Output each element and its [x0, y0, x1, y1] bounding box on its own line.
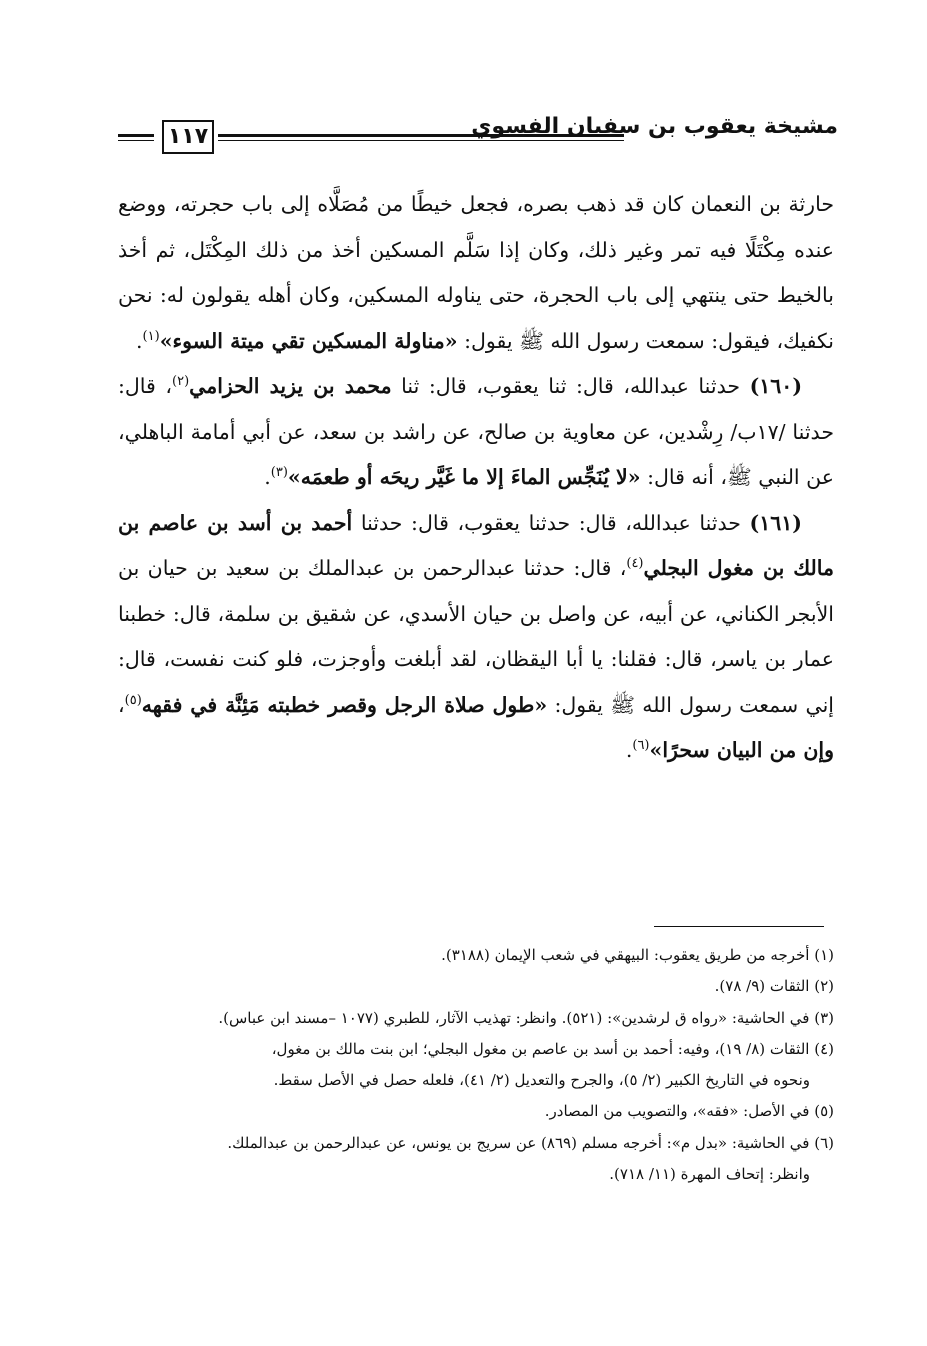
- paragraph-text: حارثة بن النعمان كان قد ذهب بصره، فجعل خيطًا من مُصَلَّاه إلى باب حجرته، ووضع عنده مِكْتَلًا فيه تمر وغير ذلك، وكان إذا سَلَّم المسكين أخذ من ذلك المِكْتَل، ثم أخذ بالخيط حتى ينتهي إلى باب الحجرة، حتى يناوله المسكين، وكان أهله يقولون له: نحن نكفيك، فيقول: سمعت رسول الله ﷺ يقول:: [118, 192, 834, 353]
- hadith-161: [118, 501, 834, 774]
- hadith-quote: «مناولة المسكين تقي ميتة السوء»: [159, 328, 458, 353]
- main-text: [118, 182, 834, 774]
- hadith-quote: «طول صلاة الرجل وقصر خطبته مَئِنَّة في فقهه: [141, 692, 548, 717]
- punctuation: ،: [118, 692, 125, 717]
- book-title: مشيخة يعقوب بن سفيان الفسوي: [471, 114, 838, 139]
- narrator-name: محمد بن يزيد الحزامي: [189, 374, 392, 398]
- punctuation: .: [136, 328, 143, 353]
- footnote-ref: (١): [142, 328, 160, 344]
- header-rule-left: [118, 134, 154, 137]
- isnad-text: ، قال: حدثنا عبدالرحمن بن عبدالملك بن سعيد بن حيان بن الأبجر الكناني، عن أبيه، عن واصل بن حيان الأسدي، عن شقيق بن سلمة، قال: خطبنا عمار بن ياسر، قال: فقلنا: يا أبا اليقظان، لقد أبلغت وأوجزت، فلو كنت نفست، قال: إني سمعت رسول الله ﷺ يقول:: [118, 556, 834, 717]
- footnotes: [118, 940, 834, 1190]
- hadith-160: [118, 364, 834, 501]
- footnote-4-continued: ونحوه في التاريخ الكبير (٢/ ٥)، والجرح والتعديل (٢/ ٤١)، فلعله حصل في الأصل سقط.: [273, 1071, 810, 1090]
- punctuation: .: [264, 465, 271, 489]
- isnad-text: حدثنا عبدالله، قال: حدثنا يعقوب، قال: حدثنا: [352, 510, 750, 535]
- footnote-2: (٢) الثقات (٩/ ٧٨).: [714, 977, 834, 996]
- footnote-6: (٦) في الحاشية: «بدل م»: أخرجه مسلم (٨٦٩) عن سريج بن يونس، عن عبدالرحمن بن عبدالملك.: [227, 1133, 834, 1152]
- hadith-number: (١٦٠): [749, 374, 803, 398]
- footnote-6-continued: وانظر: إتحاف المهرة (١١/ ٧١٨).: [609, 1165, 810, 1184]
- isnad-text: ، قال: حدثنا /١٧ب/ رِشْدين، عن معاوية بن صالح، عن راشد بن سعد، عن أبي أمامة الباهلي، عن النبي ﷺ، أنه قال:: [118, 374, 834, 489]
- paragraph-continuation: [118, 182, 834, 364]
- header-rule-thin: [218, 140, 624, 141]
- footnote-ref: (٣): [270, 465, 288, 481]
- footnote-ref: (٦): [632, 738, 650, 754]
- footnote-5: (٥) في الأصل: «فقه»، والتصويب من المصادر.: [544, 1102, 834, 1121]
- isnad-text: حدثنا عبدالله، قال: ثنا يعقوب، قال: ثنا: [391, 374, 750, 398]
- punctuation: .: [625, 738, 633, 762]
- page-number: ١١٧: [162, 120, 214, 154]
- footnote-ref: (٤): [626, 556, 644, 572]
- hadith-quote: وإن من البيان سحرًا»: [649, 738, 834, 762]
- narrator-name: أحمد بن أسد بن عاصم بن مالك بن مغول البجلي: [118, 510, 835, 580]
- footnote-ref: (٢): [172, 374, 190, 390]
- hadith-quote: «لا يُنَجِّس الماءَ إلا ما غَيَّر ريحَه أو طعمَه»: [287, 465, 641, 489]
- hadith-number: (١٦١): [749, 510, 802, 535]
- footnote-4: (٤) الثقات (٨/ ١٩)، وفيه: أحمد بن أسد بن عاصم بن مغول البجلي؛ ابن بنت مالك بن مغول،: [271, 1039, 834, 1058]
- footnote-ref: (٥): [124, 692, 142, 708]
- header-rule-left-thin: [118, 140, 154, 141]
- footnote-1: (١) أخرجه من طريق يعقوب: البيهقي في شعب الإيمان (٣١٨٨).: [441, 946, 834, 964]
- page-header: [118, 112, 838, 162]
- footnote-separator: [654, 926, 824, 927]
- footnote-3: (٣) في الحاشية: «رواه ق لرشدين»: (٥٢١). وانظر: تهذيب الآثار، للطبري (١٠٧٧ –مسند ابن عباس).: [218, 1008, 834, 1027]
